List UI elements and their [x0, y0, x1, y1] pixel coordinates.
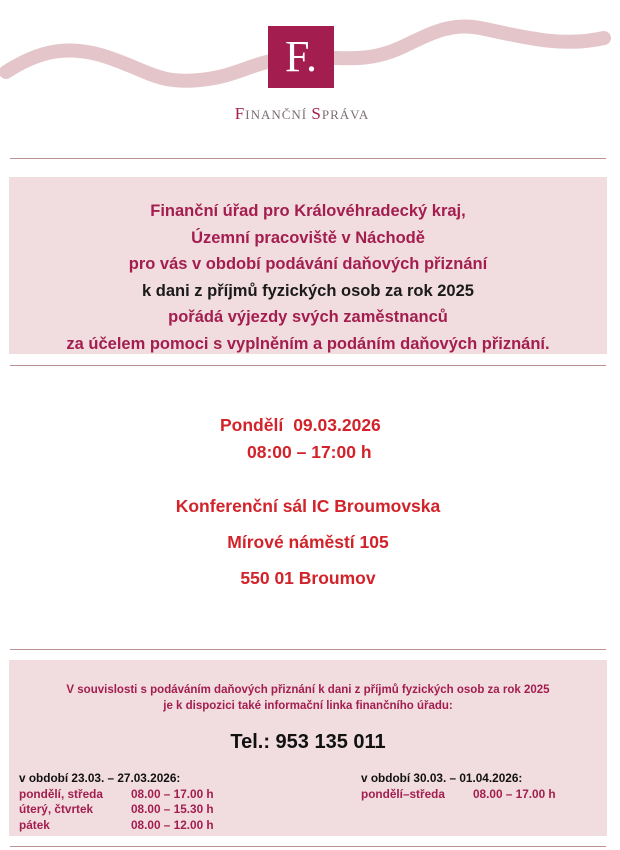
brand-name	[212, 104, 392, 124]
schedule-hours: 08.00 – 17.00 h	[131, 786, 214, 801]
intro-text	[9, 198, 607, 357]
schedule-row	[19, 787, 214, 803]
schedule-days: úterý, čtvrtek	[19, 802, 94, 816]
event-date: 09.03.2026	[293, 415, 381, 435]
schedule-row	[19, 818, 214, 834]
brand-word-1: INANČNÍ	[245, 107, 312, 122]
schedule-hours: 08.00 – 12.00 h	[131, 817, 214, 832]
divider	[10, 158, 606, 159]
event-time: 08:00 – 17:00 h	[247, 442, 372, 462]
event-street: Mírové náměstí 105	[227, 532, 389, 552]
logo-letter: F.	[285, 32, 317, 81]
intro-line: Územní pracoviště v Náchodě	[191, 228, 425, 247]
brand-initial-s: S	[311, 104, 322, 123]
notice-line: V souvislosti s podáváním daňových přiznání k dani z příjmů fyzických osob za rok 2025	[66, 684, 550, 696]
intro-line: Finanční úřad pro Královéhradecký kraj,	[150, 202, 466, 220]
event-city: 550 01 Broumov	[240, 568, 376, 588]
schedule-hours: 08.00 – 17.00 h	[473, 786, 556, 801]
schedule-left	[19, 771, 214, 833]
event-venue: Konferenční sál IC Broumovska	[175, 496, 441, 516]
schedule-row	[361, 787, 556, 803]
divider	[10, 365, 606, 366]
schedule-days: pátek	[19, 817, 50, 832]
schedule-heading: v období 30.03. – 01.04.2026:	[361, 771, 523, 785]
info-notice	[9, 682, 607, 714]
intro-line: k dani z příjmů fyzických osob za rok 2025	[142, 281, 474, 300]
brand-word-2: PRÁVA	[321, 107, 370, 122]
schedule-row	[19, 802, 214, 818]
schedule-heading: v období 23.03. – 27.03.2026:	[19, 771, 181, 785]
schedule-right	[361, 771, 556, 802]
phone-number: Tel.: 953 135 011	[230, 731, 386, 753]
intro-line: pro vás v období podávání daňových přiznání	[128, 255, 488, 273]
notice-line: je k dispozici také informační linka finančního úřadu:	[163, 700, 453, 712]
event-day: Pondělí	[220, 415, 284, 435]
divider	[10, 649, 606, 650]
intro-line: pořádá výjezdy svých zaměstnanců	[168, 308, 448, 326]
schedule-days: pondělí, středa	[19, 786, 103, 801]
event-day-date	[220, 415, 381, 436]
schedule-hours: 08.00 – 15.30 h	[131, 802, 214, 816]
logo-emblem	[268, 26, 334, 88]
schedule-days: pondělí–středa	[361, 786, 445, 801]
intro-line: za účelem pomoci s vyplněním a podáním daňových přiznání.	[66, 334, 550, 353]
brand-initial-f: F	[234, 104, 246, 123]
divider	[10, 846, 606, 847]
